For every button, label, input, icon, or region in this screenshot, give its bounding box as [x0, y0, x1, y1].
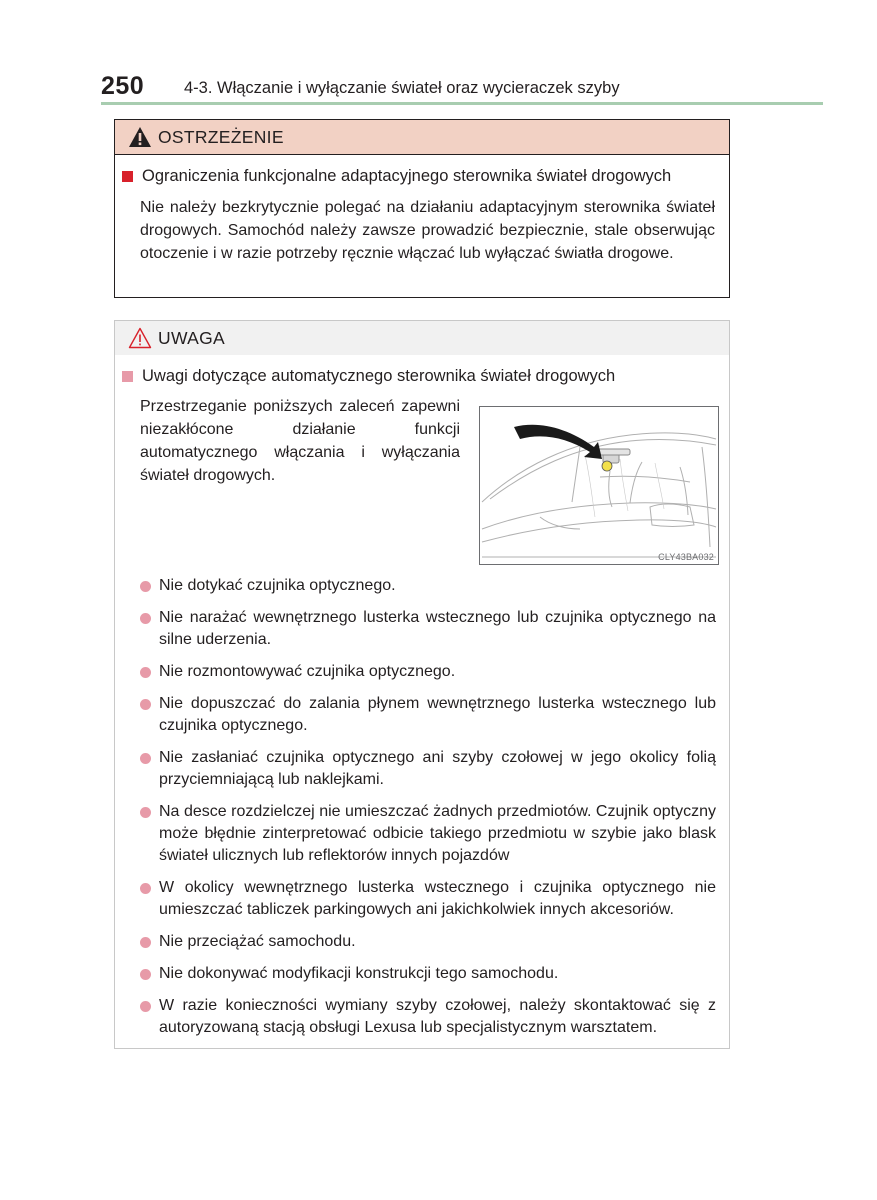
- bullet-dot-icon: [140, 667, 151, 678]
- list-item: [140, 801, 716, 867]
- list-item: [140, 693, 716, 737]
- bullet-text: W okolicy wewnętrznego lusterka wstecznego i czujnika optycznego nie umieszczać tabliczek parkingowych ani jakichkolwiek innych akcesoriów.: [159, 879, 716, 918]
- bullet-dot-icon: [140, 699, 151, 710]
- bullet-dot-icon: [140, 937, 151, 948]
- figure-code: CLY43BA032: [658, 552, 714, 562]
- warning-title: OSTRZEŻENIE: [158, 126, 284, 147]
- windshield-sensor-illustration: [479, 406, 719, 565]
- bullet-dot-icon: [140, 753, 151, 764]
- warning-box: [114, 119, 730, 298]
- bullet-text: Nie narażać wewnętrznego lusterka wstecznego lub czujnika optycznego na silne uderzenia.: [159, 609, 716, 648]
- bullet-text: Na desce rozdzielczej nie umieszczać żadnych przedmiotów. Czujnik optyczny może błędnie zinterpretować odbicie takiego przedmiotu w szybie jako blask świateł ulicznych lub reflektorów innych pojazdów: [159, 803, 716, 864]
- bullet-text: Nie dotykać czujnika optycznego.: [159, 577, 396, 594]
- notice-bullet-list: [140, 575, 716, 1049]
- bullet-text: Nie przeciążać samochodu.: [159, 933, 356, 950]
- notice-intro: Przestrzeganie poniższych zaleceń zapewni niezakłócone działanie funkcji automatycznego włączania i wyłączania świateł drogowych.: [140, 398, 460, 484]
- bullet-text: Nie zasłaniać czujnika optycznego ani szyby czołowej w jego okolicy folią przyciemniającą lub naklejkami.: [159, 749, 716, 788]
- bullet-text: W razie konieczności wymiany szyby czołowej, należy skontaktować się z autoryzowaną stacją obsługi Lexusa lub specjalistycznym warsztatem.: [159, 997, 716, 1036]
- bullet-dot-icon: [140, 581, 151, 592]
- bullet-dot-icon: [140, 807, 151, 818]
- page-header: [101, 72, 823, 104]
- notice-subheading-row: [122, 367, 729, 386]
- warning-triangle-icon: [128, 126, 152, 148]
- bullet-text: Nie rozmontowywać czujnika optycznego.: [159, 663, 456, 680]
- notice-box: [114, 320, 730, 1049]
- notice-header: [115, 321, 729, 355]
- notice-subheading: Uwagi dotyczące automatycznego sterownika świateł drogowych: [142, 367, 616, 385]
- list-item: [140, 931, 716, 953]
- bullet-dot-icon: [140, 1001, 151, 1012]
- bullet-text: Nie dokonywać modyfikacji konstrukcji tego samochodu.: [159, 965, 559, 982]
- bullet-dot-icon: [140, 883, 151, 894]
- bullet-dot-icon: [140, 613, 151, 624]
- warning-subheading: Ograniczenia funkcjonalne adaptacyjnego sterownika świateł drogowych: [142, 167, 672, 185]
- list-item: [140, 963, 716, 985]
- pink-square-icon: [122, 371, 133, 382]
- list-item: [140, 575, 716, 597]
- caution-triangle-outline-icon: [128, 327, 152, 349]
- warning-text: Nie należy bezkrytycznie polegać na działaniu adaptacyjnym sterownika świateł drogowych. Samochód należy zawsze prowadzić bezpiecznie, stale obserwując otoczenie i w razie potrzeby ręcznie włączać lub wyłączać światła drogowe.: [140, 199, 715, 262]
- chapter-title: 4-3. Włączanie i wyłączanie świateł oraz wycieraczek szyby: [184, 79, 620, 97]
- warning-subheading-row: [122, 167, 729, 186]
- list-item: [140, 661, 716, 683]
- list-item: [140, 995, 716, 1039]
- bullet-text: Nie dopuszczać do zalania płynem wewnętrznego lusterka wstecznego lub czujnika optycznego.: [159, 695, 716, 734]
- notice-title: UWAGA: [158, 327, 225, 348]
- page-number: 250: [101, 72, 145, 100]
- header-rule: [101, 102, 823, 105]
- list-item: [140, 607, 716, 651]
- bullet-dot-icon: [140, 969, 151, 980]
- red-square-icon: [122, 171, 133, 182]
- list-item: [140, 877, 716, 921]
- car-interior-drawing: [480, 407, 718, 564]
- warning-header: [115, 120, 729, 155]
- list-item: [140, 747, 716, 791]
